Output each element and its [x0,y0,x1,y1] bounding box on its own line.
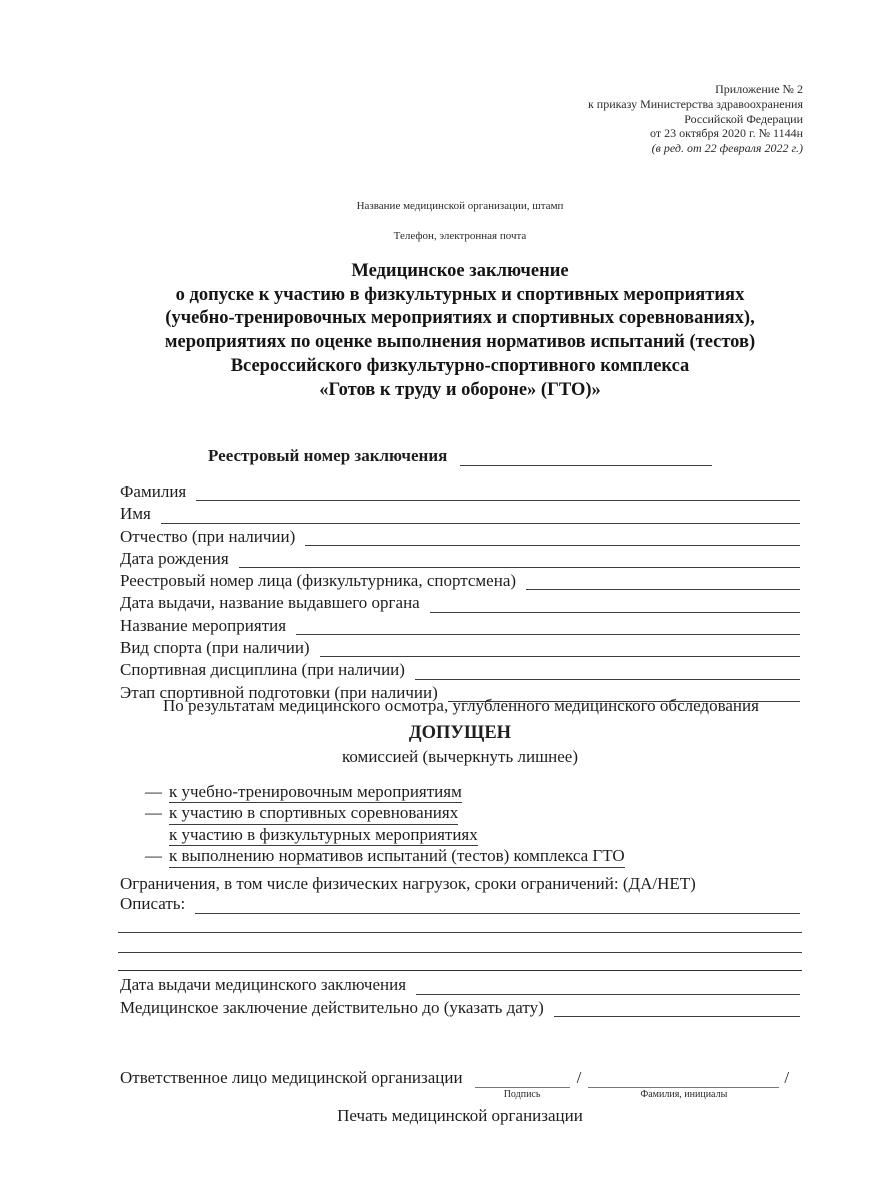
appendix-header-line: Приложение № 2 [715,82,803,96]
field-row-event-name [120,615,800,637]
valid-until-label: Медицинское заключение действительно до (указать дату) [120,997,544,1017]
registry-number-blank[interactable] [460,446,712,466]
sport-discipline-blank[interactable] [415,659,800,679]
option-dash: — [145,803,162,823]
exam-results-line: По результатам медицинского осмотра, углубленного медицинского обследования [163,696,759,715]
field-row-sport-type [120,637,800,659]
signature-blank[interactable] [475,1069,570,1100]
slash-separator: / [576,1068,582,1087]
person-registry-number-blank[interactable] [526,570,800,590]
event-name-label: Название мероприятия [120,615,287,635]
describe-row [120,894,800,916]
valid-until-row [120,997,800,1020]
slash-separator: / [784,1068,790,1087]
given-name-label: Имя [120,504,151,524]
org-phone-email-caption: Телефон, электронная почта [393,230,527,242]
admitted-option [145,782,625,803]
admitted-option-text[interactable]: к выполнению нормативов испытаний (тестов) комплекса ГТО [169,846,625,867]
admitted-option [145,825,625,846]
field-row-surname [120,481,800,503]
sport-type-label: Вид спорта (при наличии) [120,638,310,658]
birth-date-blank[interactable] [239,548,800,568]
surname-blank[interactable] [196,481,800,501]
patronymic-label: Отчество (при наличии) [120,526,296,546]
training-stage-label: Этап спортивной подготовки (при наличии) [120,682,438,702]
title-line: Медицинское заключение [351,261,569,281]
title-line: «Готов к труду и обороне» (ГТО)» [319,379,601,400]
org-name-stamp-caption: Название медицинской организации, штамп [356,200,564,212]
signature-row [120,1066,820,1100]
sport-discipline-label: Спортивная дисциплина (при наличии) [120,660,405,680]
responsible-person-label: Ответственное лицо медицинской организации [120,1068,463,1087]
issue-authority-blank[interactable] [430,592,800,612]
surname-label: Фамилия [120,482,187,501]
appendix-header [588,82,803,156]
title-line: мероприятиях по оценке выполнения нормативов испытаний (тестов) [164,332,756,353]
name-initials-caption: Фамилия, инициалы [640,1089,728,1100]
admitted-option-text[interactable]: к участию в физкультурных мероприятиях [169,825,478,846]
name-initials-blank[interactable] [588,1069,779,1100]
stamp-caption: Печать медицинской организации [337,1106,583,1125]
issue-date-blank[interactable] [416,974,800,995]
person-registry-number-label: Реестровый номер лица (физкультурника, спортсмена) [120,571,517,591]
edition-note: (в ред. от 22 февраля 2022 г.) [651,141,803,156]
admitted-heading: ДОПУЩЕН [408,723,512,743]
field-row-given-name [120,503,800,525]
patronymic-blank[interactable] [305,526,800,546]
appendix-header-line: от 23 октября 2020 г. № 1144н [650,126,803,141]
describe-label: Описать: [120,894,186,913]
title-line: Всероссийского физкультурно-спортивного комплекса [230,355,690,376]
option-dash [145,825,169,846]
admitted-options [145,782,625,868]
option-dash: — [145,846,162,866]
restrictions-label: Ограничения, в том числе физических нагрузок, сроки ограничений: (ДА/НЕТ) [120,874,696,893]
fields [120,481,800,704]
admitted-option-text[interactable]: к учебно-тренировочным мероприятиям [169,782,462,803]
field-row-issue-authority [120,592,800,614]
appendix-header-line: к приказу Министерства здравоохранения [587,96,803,111]
field-row-birth-date [120,548,800,570]
event-name-blank[interactable] [296,615,800,635]
valid-until-blank[interactable] [554,997,800,1018]
registry-number-row [208,446,712,468]
date-rows [120,974,800,1019]
field-row-person-registry-number [120,570,800,592]
title-line: (учебно-тренировочных мероприятиях и спортивных соревнованиях), [165,308,755,329]
signature-caption: Подпись [503,1089,541,1100]
sport-type-blank[interactable] [320,637,800,657]
document-title [100,260,820,402]
appendix-header-line: Российской Федерации [684,111,803,126]
given-name-blank[interactable] [161,503,800,523]
blank-line[interactable] [118,932,802,933]
issue-date-row [120,974,800,997]
issue-date-label: Дата выдачи медицинского заключения [120,975,407,994]
admitted-option-text[interactable]: к участию в спортивных соревнованиях [169,803,458,824]
admitted-subheading: комиссией (вычеркнуть лишнее) [341,747,579,766]
blank-line[interactable] [118,970,802,971]
title-line: о допуске к участию в физкультурных и спортивных мероприятиях [175,284,745,305]
option-dash: — [145,782,162,801]
blank-line[interactable] [118,952,802,953]
field-row-patronymic [120,526,800,548]
field-row-sport-discipline [120,659,800,681]
admitted-option [145,803,625,824]
describe-blank[interactable] [195,894,800,914]
issue-authority-label: Дата выдачи, название выдавшего органа [120,593,420,613]
admitted-option [145,846,625,867]
registry-number-label: Реестровый номер заключения [208,446,448,465]
birth-date-label: Дата рождения [120,548,229,568]
